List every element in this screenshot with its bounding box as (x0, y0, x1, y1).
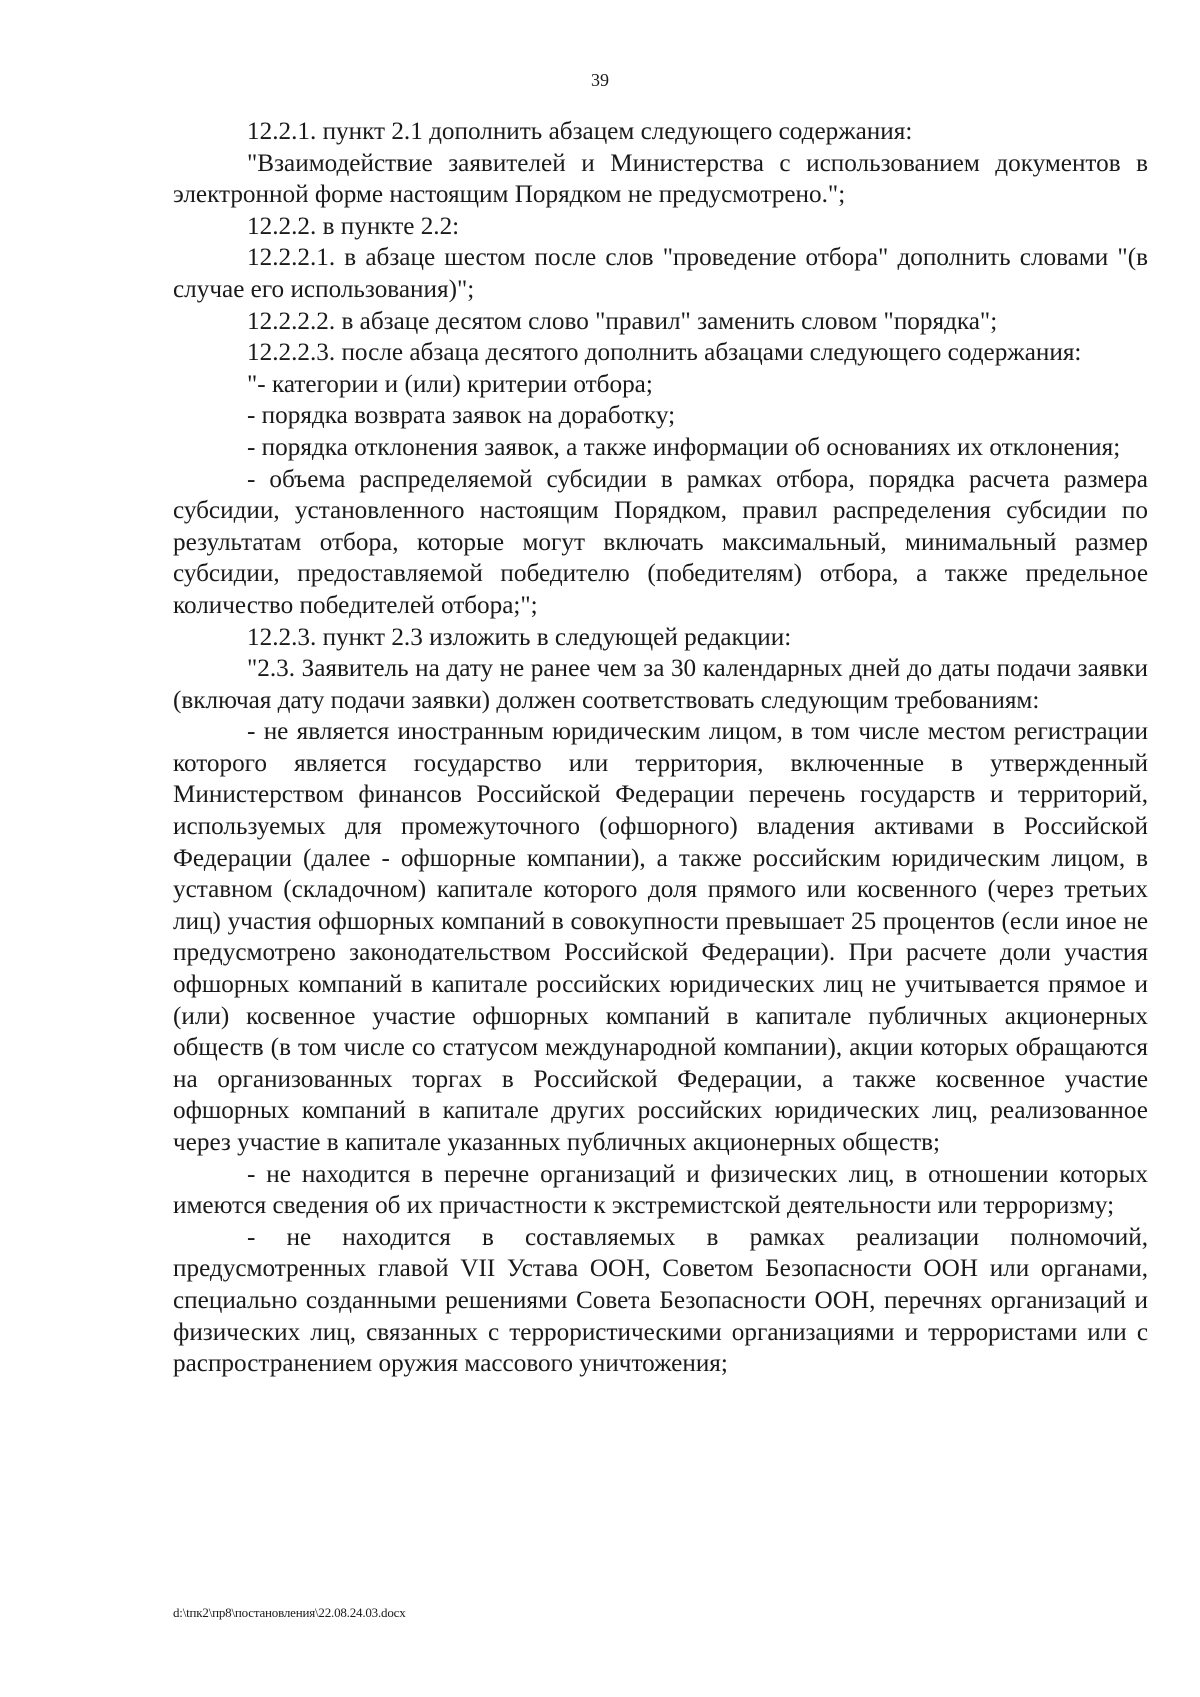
paragraph: - порядка отклонения заявок, а также информации об основаниях их отклонения; (247, 433, 1121, 461)
paragraph: - объема распределяемой субсидии в рамках отбора, порядка расчета размера субсидии, установленного настоящим Порядком, правил распределения субсидии по результатам отбора, которые могут включать максимальный, минимальный размер субсидии, предоставляемой победителю (победителям) отбора, а также предельное количество победителей отбора;"; (173, 465, 1148, 619)
paragraph: "Взаимодействие заявителей и Министерства с использованием документов в электронной форме настоящим Порядком не предусмотрено."; (173, 149, 1148, 209)
paragraph: 12.2.3. пункт 2.3 изложить в следующей редакции: (247, 623, 792, 651)
paragraph: 12.2.2. в пункте 2.2: (247, 212, 460, 240)
paragraph: "2.3. Заявитель на дату не ранее чем за 30 календарных дней до даты подачи заявки (включая дату подачи заявки) должен соответствовать следующим требованиям: (173, 655, 1148, 714)
paragraph: - не является иностранным юридическим лицом, в том числе местом регистрации которого является государство или территория, включенные в утвержденный Министерством финансов Российской Федерации перечень государств и территорий, используемых для промежуточного (офшорного) владения активами в Российской Федерации (далее - офшорные компании), а также российским юридическим лицом, в уставном (складочном) капитале которого доля прямого или косвенного (через третьих лиц) участия офшорных компаний в совокупности превышает 25 процентов (если иное не предусмотрено законодательством Российской Федерации). При расчете доли участия офшорных компаний в капитале российских юридических лиц не учитывается прямое и (или) косвенное участие офшорных компаний в капитале публичных акционерных обществ (в том числе со статусом международной компании), акции которых обращаются на организованных торгах в Российской Федерации, а также косвенное участие офшорных компаний в капитале других российских юридических лиц, реализованное через участие в капитале указанных публичных акционерных обществ; (173, 718, 1148, 1156)
paragraph: - порядка возврата заявок на доработку; (247, 402, 676, 430)
paragraph: - не находится в перечне организаций и физических лиц, в отношении которых имеются сведения об их причастности к экстремистской деятельности или терроризму; (173, 1160, 1148, 1220)
document-body (173, 116, 1148, 1380)
paragraph: - не находится в составляемых в рамках реализации полномочий, предусмотренных главой VII Устава ООН, Советом Безопасности ООН или органами, специально созданными решениями Совета Безопасности ООН, перечнях организаций и физических лиц, связанных с террористическими организациями и террористами или с распространением оружия массового уничтожения; (173, 1223, 1148, 1378)
paragraph: 12.2.2.2. в абзаце десятом слово "правил" заменить словом "порядка"; (247, 307, 998, 335)
paragraph: "- категории и (или) критерии отбора; (247, 370, 653, 398)
paragraph: 12.2.2.3. после абзаца десятого дополнить абзацами следующего содержания: (247, 339, 1082, 367)
paragraph: 12.2.1. пункт 2.1 дополнить абзацем следующего содержания: (247, 118, 913, 145)
paragraph: 12.2.2.1. в абзаце шестом после слов "проведение отбора" дополнить словами "(в случае его использования)"; (173, 244, 1148, 303)
page-number: 39 (591, 70, 609, 90)
footer-file-path: d:\tпк2\пр8\постановления\22.08.24.03.docx (173, 1605, 406, 1620)
